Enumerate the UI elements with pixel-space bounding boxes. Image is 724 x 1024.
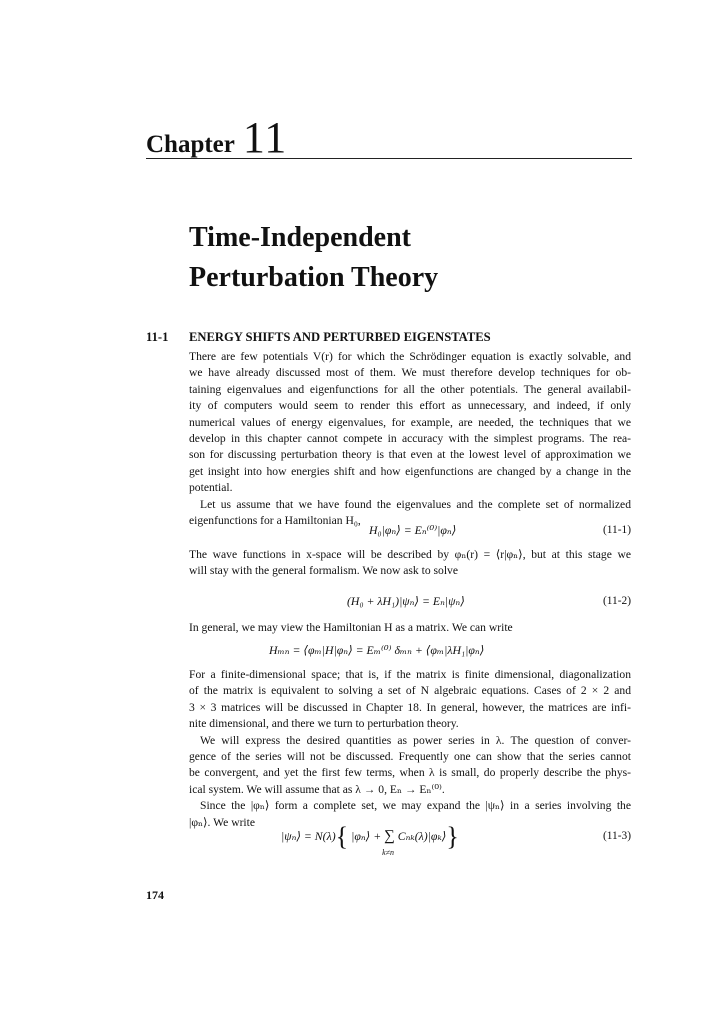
paragraph-finite-dimensional (189, 667, 631, 831)
text-line: be convergent, and yet the first few terms, when λ is small, do properly describe the phys- (189, 766, 631, 780)
chapter-title (189, 218, 629, 298)
text-line: nite dimensional, and there we turn to perturbation theory. (189, 717, 459, 731)
summation (382, 826, 395, 857)
equation-number: (11-3) (602, 830, 631, 842)
equation-number: (11-2) (602, 595, 631, 607)
paragraph-wavefunctions (189, 547, 631, 580)
text-line: The wave functions in x-space will be described by φₙ(r) = ⟨r|φₙ⟩, but at this stage we (189, 548, 631, 561)
text-line: Let us assume that we have found the eigenvalues and the complete set of normalized (200, 497, 631, 511)
section-title: ENERGY SHIFTS AND PERTURBED EIGENSTATES (189, 330, 491, 344)
chapter-number: 11 (242, 113, 288, 162)
text-line: We will express the desired quantities as power series in λ. The question of conver- (200, 733, 631, 747)
equation-body: (H₀ + λH₁)|ψₙ⟩ = Eₙ|ψₙ⟩ (347, 594, 465, 608)
chapter-label: Chapter (146, 131, 235, 158)
paragraph-intro (189, 349, 631, 529)
equation-body: Hₘₙ = ⟨φₘ|H|φₙ⟩ = Eₘ⁽⁰⁾ δₘₙ + ⟨φₘ|λH₁|φₙ⟩ (269, 643, 485, 657)
text-line: taining eigenvalues and eigenfunctions for all the other potentials. The general availabil- (189, 382, 631, 396)
section-heading (146, 330, 491, 345)
sum-symbol: ∑ (384, 828, 395, 844)
text-line: will stay with the general formalism. We now ask to solve (189, 564, 458, 578)
equation-11-2 (189, 591, 631, 611)
equation-number: (11-1) (602, 524, 631, 536)
chapter-rule (146, 158, 632, 159)
text-line: For a finite-dimensional space; that is, if the matrix is finite dimensional, diagonalization (189, 668, 631, 681)
equation-lhs: |ψₙ⟩ = N(λ) (281, 829, 336, 843)
equation-body (281, 822, 459, 857)
equation-11-1 (189, 520, 631, 540)
text-line: eigenfunctions for a Hamiltonian H₀, (189, 513, 361, 527)
page-number: 174 (146, 888, 164, 902)
text-line: 3 × 3 matrices will be discussed in Chapter 18. In general, however, the matrices are infi- (189, 700, 631, 714)
text-line: ity of computers would seem to render this effort as unnecessary, and indeed, if only (189, 399, 631, 413)
text-line: gence of the series will not be discussed. Frequently one can show that the series cannot (189, 749, 631, 763)
equation-first-term: |φₙ⟩ + (351, 829, 382, 843)
paragraph-matrix-intro (189, 620, 631, 636)
sum-index: k≠n (382, 848, 395, 857)
text-line: of the matrix is equivalent to solving a set of N algebraic equations. Cases of 2 × 2 and (189, 684, 631, 698)
text-line: son for discussing perturbation theory is that even at the lowest level of approximation we (189, 448, 631, 462)
title-line: Perturbation Theory (189, 262, 439, 293)
title-line: Time-Independent (189, 222, 411, 253)
equation-body: H₀|φₙ⟩ = Eₙ⁽⁰⁾|φₙ⟩ (369, 523, 457, 537)
text-line: numerical values of energy eigenvalues, for example, are needed, the techniques that we (189, 415, 631, 429)
text-line: we have already discussed most of them. We must therefore develop techniques for ob- (189, 366, 631, 380)
equation-summand: Cₙₖ(λ)|φₖ⟩ (397, 829, 447, 843)
text-line: |φₙ⟩. We write (189, 815, 256, 829)
text-line: There are few potentials V(r) for which the Schrödinger equation is exactly solvable, and (189, 350, 631, 363)
text-line: get insight into how energies shift and how eigenfunctions are changed by a change in the (189, 464, 631, 478)
text-line: In general, we may view the Hamiltonian H as a matrix. We can write (189, 621, 513, 634)
equation-matrix-elements (189, 640, 631, 660)
text-line: ical system. We will assume that as λ → 0, Eₙ → Eₙ⁽⁰⁾. (189, 782, 445, 796)
left-brace: { (335, 822, 349, 851)
chapter-heading (146, 112, 287, 163)
text-line: develop in this chapter cannot compete in accuracy with the simplest programs. The rea- (189, 431, 631, 445)
section-number: 11-1 (146, 330, 169, 344)
right-brace: } (446, 822, 459, 851)
text-line: potential. (189, 481, 233, 495)
text-line: Since the |φₙ⟩ form a complete set, we may expand the |ψₙ⟩ in a series involving the (200, 799, 631, 813)
